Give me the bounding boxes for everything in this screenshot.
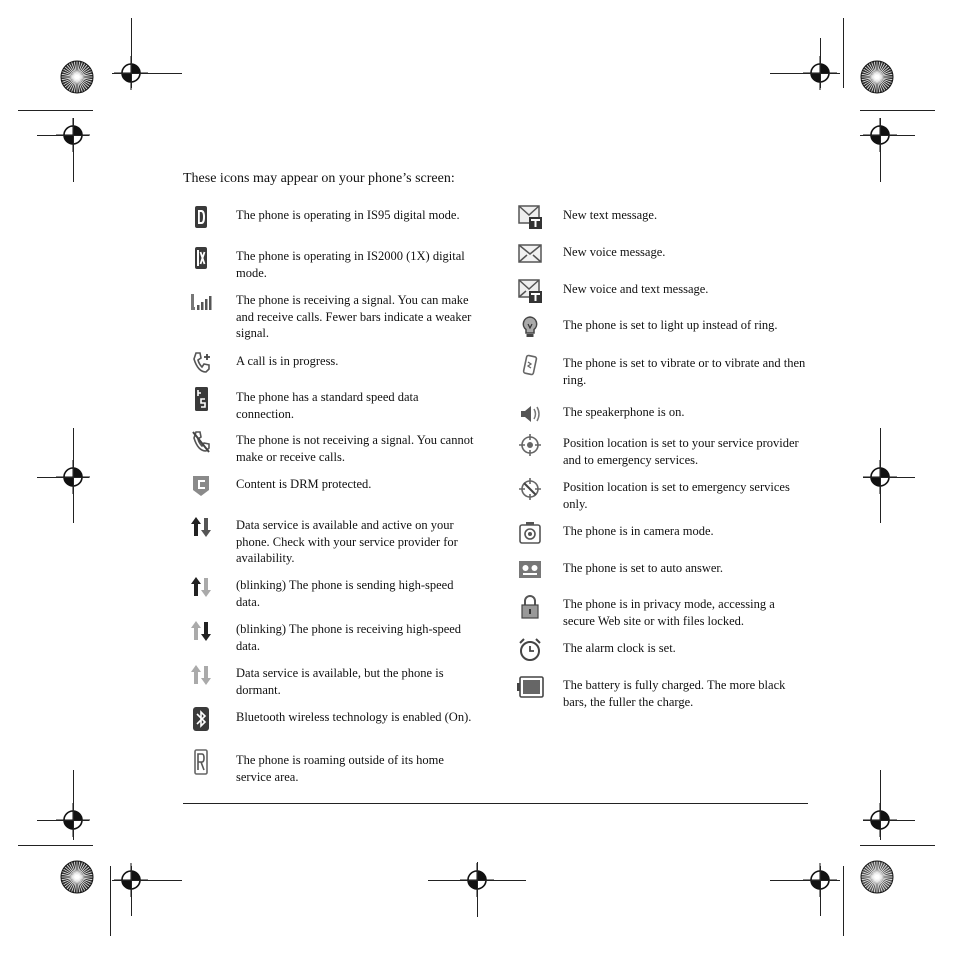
item-description: The phone is operating in IS2000 (1X) digital mode. [236, 249, 465, 280]
item-description: The phone has a standard speed data connection. [236, 390, 419, 421]
item-description: The phone is roaming outside of its home service area. [236, 753, 444, 784]
crop-line [863, 477, 915, 478]
standard-speed-data-icon [187, 385, 215, 413]
new-text-message-icon [516, 203, 544, 231]
auto-answer-icon [516, 556, 544, 584]
crop-line [863, 820, 915, 821]
item-description: The phone is set to vibrate or to vibrate and then ring. [563, 356, 806, 387]
item-description: The phone is in camera mode. [563, 524, 714, 538]
item-description: Data service is available and active on your phone. Check with your service provider for availability. [236, 518, 458, 565]
privacy-lock-icon [516, 592, 544, 620]
crop-line [37, 135, 89, 136]
new-voice-message-icon [516, 240, 544, 268]
crop-line [860, 845, 935, 846]
crop-line [112, 73, 182, 74]
item-description: Position location is set to emergency services only. [563, 480, 790, 511]
crop-line [110, 866, 111, 936]
data-active-icon [187, 513, 215, 541]
item-description: Data service is available, but the phone is dormant. [236, 666, 444, 697]
digital-1x-icon [187, 244, 215, 272]
item-description: Position location is set to your service provider and to emergency services. [563, 436, 799, 467]
item-description: The alarm clock is set. [563, 641, 676, 655]
item-description: New voice and text message. [563, 282, 709, 296]
digital-mode-d-icon [187, 203, 215, 231]
light-instead-of-ring-icon [516, 313, 544, 341]
crop-line [860, 110, 935, 111]
battery-full-icon [516, 673, 544, 701]
item-description: The battery is fully charged. The more black bars, the fuller the charge. [563, 678, 786, 709]
item-description: The phone is not receiving a signal. You cannot make or receive calls. [236, 433, 474, 464]
crop-line [73, 428, 74, 523]
crop-line [477, 862, 478, 917]
item-description: Content is DRM protected. [236, 477, 372, 491]
crop-line [18, 845, 93, 846]
new-voice-text-message-icon [516, 277, 544, 305]
item-description: The phone is set to light up instead of ring. [563, 318, 778, 332]
crop-line [770, 880, 840, 881]
crop-line [131, 866, 132, 916]
crop-line [880, 118, 881, 182]
crop-line [820, 866, 821, 916]
item-description: The phone is set to auto answer. [563, 561, 724, 575]
crop-line [37, 820, 89, 821]
speakerphone-icon [516, 400, 544, 428]
item-description: Bluetooth wireless technology is enabled (On). [236, 710, 472, 724]
crop-line [131, 18, 132, 88]
color-bar-star-icon [860, 860, 894, 894]
data-dormant-icon [187, 661, 215, 689]
item-description: The speakerphone is on. [563, 405, 685, 419]
item-description: The phone is in privacy mode, accessing a secure Web site or with files locked. [563, 597, 775, 628]
bluetooth-icon [187, 705, 215, 733]
vibrate-icon [516, 351, 544, 379]
location-emergency-icon [516, 475, 544, 503]
crop-line [18, 110, 93, 111]
location-provider-icon [516, 431, 544, 459]
item-description: A call is in progress. [236, 354, 339, 368]
data-receiving-icon [187, 617, 215, 645]
item-description: (blinking) The phone is receiving high-speed data. [236, 622, 462, 653]
crop-line [73, 118, 74, 182]
crop-line [112, 880, 182, 881]
crop-line [860, 135, 915, 136]
intro-text: These icons may appear on your phone’s screen: [183, 171, 455, 186]
item-description: (blinking) The phone is sending high-speed data. [236, 578, 454, 609]
color-bar-star-icon [60, 860, 94, 894]
call-in-progress-icon [187, 349, 215, 377]
color-bar-star-icon [860, 60, 894, 94]
item-description: New voice message. [563, 245, 666, 259]
item-description: New text message. [563, 208, 658, 222]
signal-bars-icon [187, 288, 215, 316]
color-bar-star-icon [60, 60, 94, 94]
crop-line [73, 770, 74, 840]
alarm-clock-icon [516, 636, 544, 664]
item-description: The phone is operating in IS95 digital mode. [236, 208, 460, 222]
crop-line [843, 866, 844, 936]
crop-line [843, 18, 844, 88]
crop-line [37, 477, 89, 478]
data-sending-icon [187, 573, 215, 601]
footer-rule [183, 803, 808, 804]
crop-line [880, 428, 881, 523]
roaming-icon [187, 748, 215, 776]
item-description: The phone is receiving a signal. You can make and receive calls. Fewer bars indicate a weaker signal. [236, 293, 472, 340]
camera-mode-icon [516, 519, 544, 547]
no-signal-icon [187, 428, 215, 456]
crop-line [880, 770, 881, 840]
crop-line [770, 73, 840, 74]
crop-line [820, 38, 821, 88]
drm-protected-icon [187, 472, 215, 500]
